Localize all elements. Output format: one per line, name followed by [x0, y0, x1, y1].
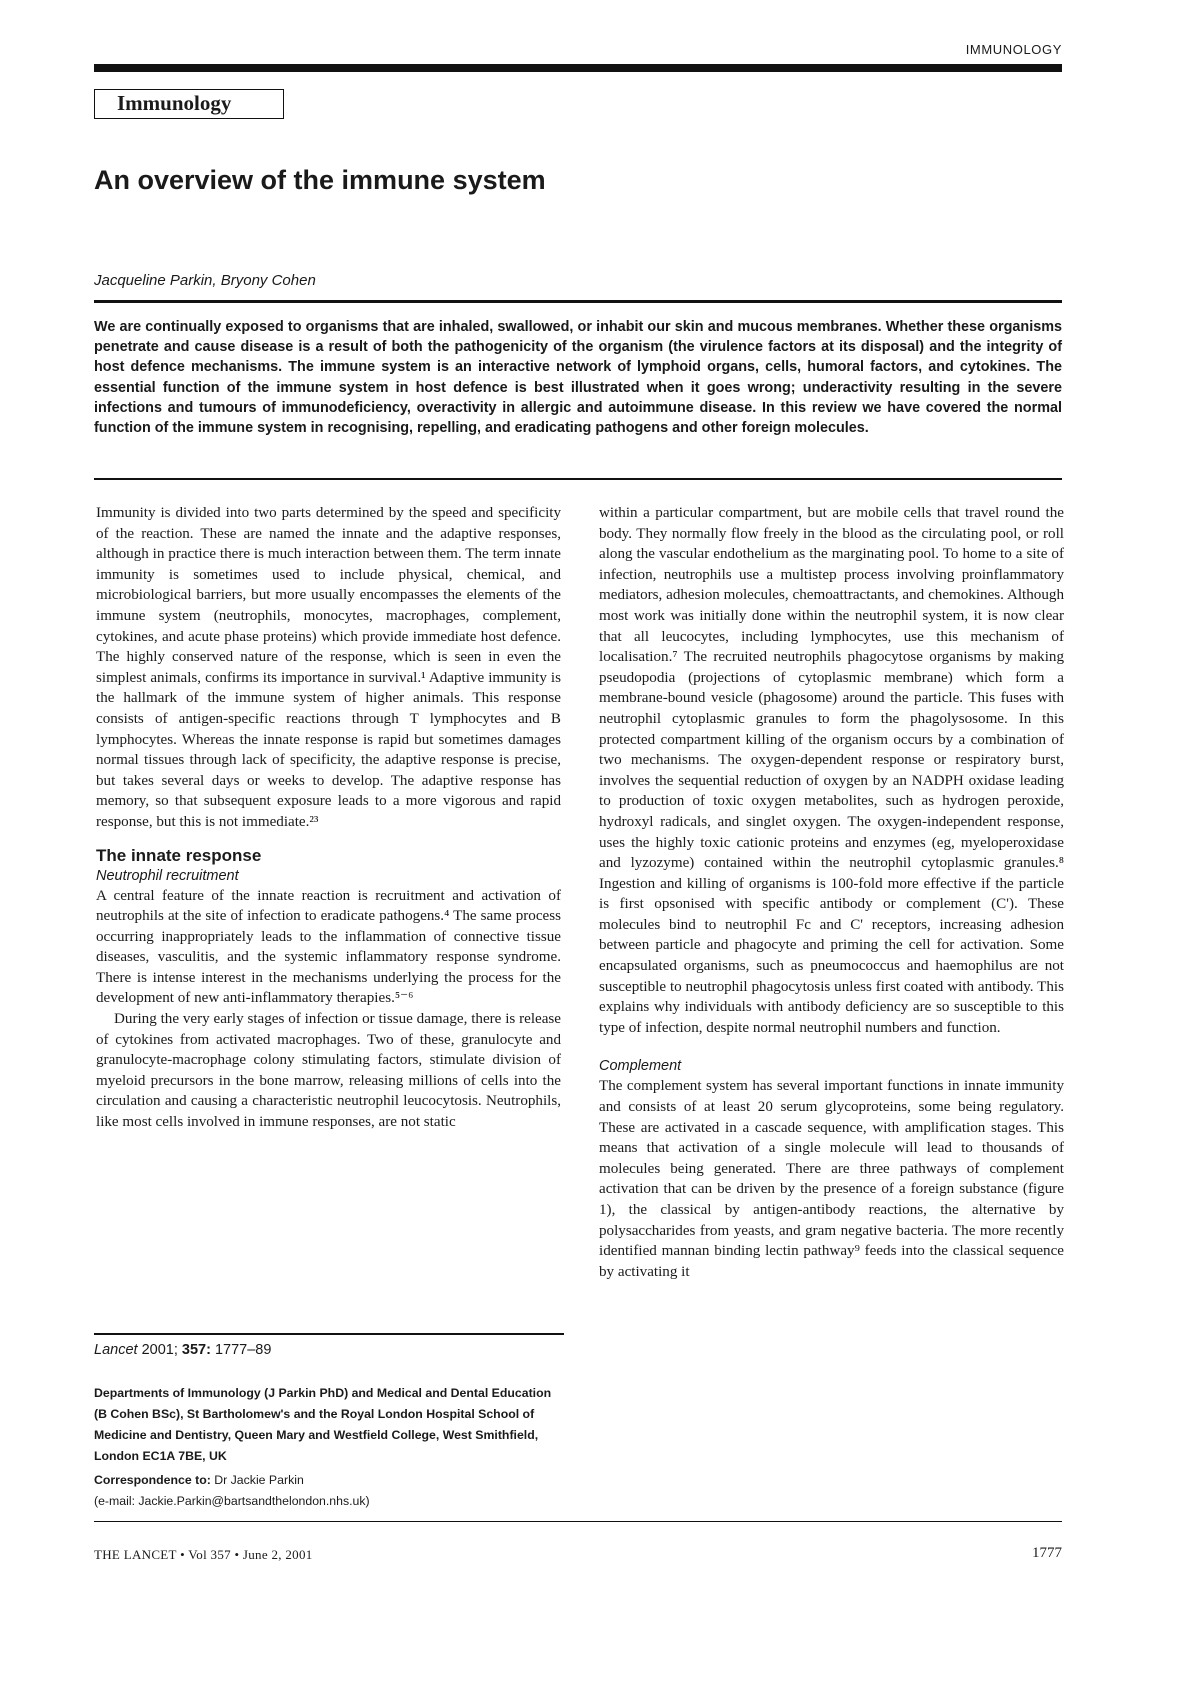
correspondence-name: Dr Jackie Parkin: [214, 1473, 304, 1487]
subheading-complement: Complement: [599, 1058, 682, 1075]
complement-paragraph: The complement system has several important functions in innate immunity and consists of at least 20 serum glycoproteins, some being regulatory. These are activated in a cascade sequence, with amplification stages. This means that activation of a single molecule will lead to thousands of molecules being generated. There are three pathways of complement activation that can be driven by the presence of a foreign substance (figure 1), the classical by antigen-antibody reactions, the alternative by polysaccharides from yeasts, and gram negative bacteria. The more recently identified mannan binding lectin pathway⁹ feeds into the classical sequence by activating it: [599, 1078, 1064, 1280]
neutrophil-paragraph-continued: within a particular compartment, but are mobile cells that travel round the body. They normally flow freely in the blood as the circulating pool, or roll along the vascular endothelium as the marginating pool. To home to a site of infection, neutrophils use a multistep process involving proinflammatory mediators, adhesion molecules, chemoattractants, and chemokines. Although most work was initially done within the neutrophil system, it is now clear that all leucocytes, including lymphocytes, use this mechanism of localisation.⁷ The recruited neutrophils phagocytose organisms by making pseudopodia (projections of cytoplasmic membrane) which form a membrane-bound vesicle (phagosome) around the particle. This fuses with neutrophil cytoplasmic granules to form the phagolysosome. In this protected compartment killing of the organism occurs by a combination of two mechanisms. The oxygen-dependent response or respiratory burst, involves the sequential reduction of oxygen by an NADPH oxidase leading to production of toxic oxygen metabolites, such as hydrogen peroxide, hydroxyl radicals, and singlet oxygen. The oxygen-independent response, uses the highly toxic cationic proteins and enzymes (eg, myeloperoxidase and lyzozyme) contained within the neutrophil cytoplasmic granules.⁸ Ingestion and killing of organisms is 100-fold more effective if the particle is first opsonised with specific antibody or complement (C'). These molecules bind to neutrophil Fc and C' receptors, increasing adhesion between particle and phagocyte and priming the cell for activation. Some encapsulated organisms, such as pneumococcus and haemophilus are not susceptible to neutrophil phagocytosis unless first coated with antibody. This explains why individuals with antibody deficiency are so susceptible to this type of infection, despite normal neutrophil numbers and function.: [599, 505, 1064, 1036]
citation-journal: Lancet: [94, 1342, 138, 1358]
citation-pages: 1777–89: [214, 1342, 272, 1358]
abstract-top-rule: [94, 300, 1062, 303]
article-title: An overview of the immune system: [94, 165, 546, 195]
page-number: 1777: [1032, 1545, 1062, 1561]
footer-journal-line: THE LANCET • Vol 357 • June 2, 2001: [94, 1547, 313, 1562]
intro-paragraph: Immunity is divided into two parts determined by the speed and specificity of the reaction. These are named the innate and the adaptive responses, although in practice there is much interaction between them. The term innate immunity is sometimes used to include physical, chemical, and microbiological barriers, but more usually encompasses the elements of the immune system (neutrophils, monocytes, macrophages, complement, cytokines, and acute phase proteins) which provide immediate host defence. The highly conserved nature of the response, which is seen in even the simplest animals, confirms its importance in survival.¹ Adaptive immunity is the hallmark of the immune system of higher animals. This response consists of antigen-specific reactions through T lymphocytes and B lymphocytes. Whereas the innate response is rapid but sometimes damages normal tissues through lack of specificity, the adaptive response is precise, but takes several days or weeks to develop. The adaptive response has memory, so that subsequent exposure leads to a more vigorous and rapid response, but this is not immediate.²³: [96, 505, 561, 830]
section-label-box: Immunology: [94, 89, 284, 119]
neutrophil-paragraph-2: During the very early stages of infection or tissue damage, there is release of cytokines from activated macrophages. Two of these, granulocyte and granulocyte-macrophage colony stimulating factors, stimulate division of myeloid precursors in the bone marrow, releasing millions of cells into the circulation and causing a characteristic neutrophil leucocytosis. Neutrophils, like most cells involved in immune responses, are not static: [96, 1011, 561, 1131]
affiliation-block: [94, 1383, 564, 1512]
correspondence-email[interactable]: (e-mail: Jackie.Parkin@bartsandthelondon.nhs.uk): [94, 1494, 370, 1508]
citation-rule: [94, 1333, 564, 1335]
citation-year: 2001;: [141, 1342, 178, 1358]
heading-innate-response: The innate response: [96, 845, 262, 865]
running-header: IMMUNOLOGY: [965, 42, 1062, 57]
abstract-bottom-rule: [94, 478, 1062, 480]
citation-volume: 357:: [181, 1342, 211, 1358]
subheading-neutrophil-recruitment: Neutrophil recruitment: [96, 867, 239, 884]
citation: [94, 1342, 271, 1358]
top-rule: [94, 64, 1062, 72]
neutrophil-paragraph-1: A central feature of the innate reaction is recruitment and activation of neutrophils at the site of infection to eradicate pathogens.⁴ The same process occurring inappropriately leads to the inflammation of connective tissue diseases, vasculitis, and the systemic inflammatory response syndrome. There is intense interest in the mechanisms underlying the process for the development of new anti-inflammatory therapies.⁵⁻⁶: [96, 887, 561, 1007]
correspondence-label: Correspondence to:: [94, 1473, 211, 1487]
footer-rule: [94, 1521, 1062, 1522]
authors: Jacqueline Parkin, Bryony Cohen: [94, 272, 316, 289]
abstract: We are continually exposed to organisms that are inhaled, swallowed, or inhabit our skin and mucous membranes. Whether these organisms penetrate and cause disease is a result of both the pathogenicity of the organism (the virulence factors at its disposal) and the integrity of host defence mechanisms. The immune system is an interactive network of lymphoid organs, cells, humoral factors, and cytokines. The essential function of the immune system in host defence is best illustrated when it goes wrong; underactivity resulting in the severe infections and tumours of immunodeficiency, overactivity in allergic and autoimmune disease. In this review we have covered the normal function of the immune system in recognising, repelling, and eradicating pathogens and other foreign molecules.: [94, 319, 1062, 437]
affiliation-text: Departments of Immunology (J Parkin PhD) and Medical and Dental Education (B Cohen BSc), St Bartholomew's and the Royal London Hospital School of Medicine and Dentistry, Queen Mary and Westfield College, West Smithfield, London EC1A 7BE, UK: [94, 1386, 552, 1463]
left-column: [96, 503, 561, 1133]
right-column: [599, 503, 1064, 1282]
